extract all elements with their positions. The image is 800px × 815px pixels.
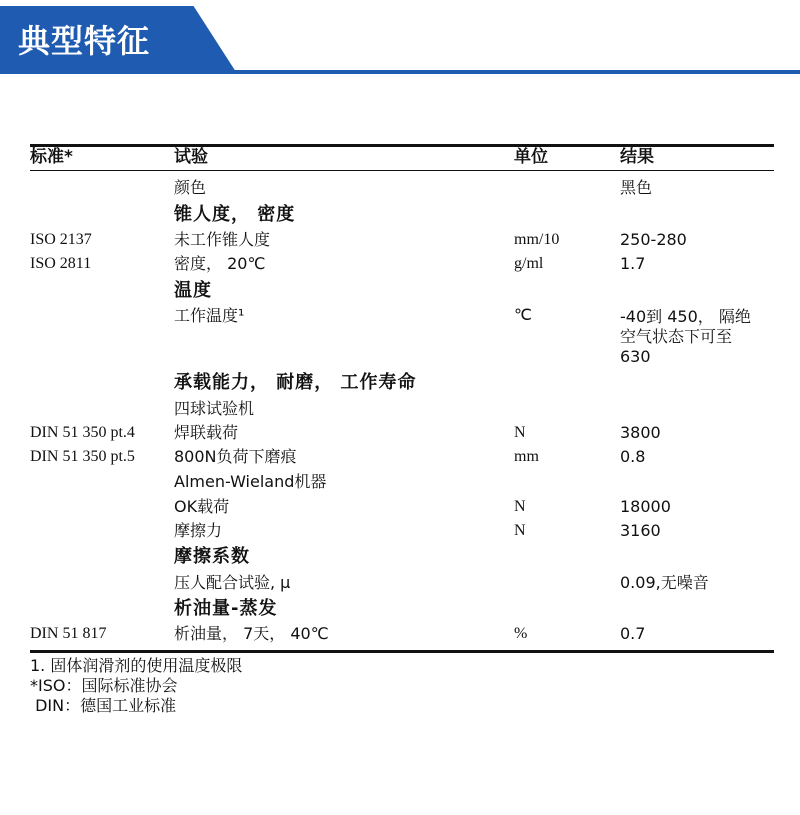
- cell-test: 密度， 20℃: [174, 254, 266, 273]
- cell-standard: ISO 2137: [30, 231, 92, 248]
- cell-standard: DIN 51 350 pt.5: [30, 448, 135, 465]
- cell-test: OK载荷: [174, 497, 230, 516]
- cell-result: 黑色: [620, 178, 653, 197]
- footnote-din: DIN：德国工业标准: [30, 696, 177, 715]
- cell-unit: %: [514, 625, 528, 642]
- cell-result: [620, 307, 774, 367]
- section-title: 析油量-蒸发: [174, 598, 278, 619]
- cell-result: 0.7: [620, 624, 646, 643]
- section-title: 摩擦系数: [174, 546, 250, 567]
- footnote-temperature: 1. 固体润滑剂的使用温度极限: [30, 656, 243, 675]
- header-unit: 单位: [514, 147, 548, 167]
- cell-test: 颜色: [174, 178, 207, 197]
- cell-result-line: 630: [620, 347, 651, 366]
- table-header-rule: [30, 170, 774, 171]
- footnotes: [30, 656, 242, 716]
- header-standard: 标准*: [30, 147, 73, 167]
- cell-result: 3160: [620, 521, 661, 540]
- cell-result: 1.7: [620, 254, 646, 273]
- header-result: 结果: [620, 147, 654, 167]
- cell-test: 摩擦力: [174, 521, 223, 540]
- section-title: 承载能力， 耐磨， 工作寿命: [174, 372, 417, 393]
- cell-result-line: 空气状态下可至: [620, 327, 733, 346]
- cell-unit: N: [514, 424, 526, 441]
- cell-test: 焊联载荷: [174, 423, 239, 442]
- cell-unit: g/ml: [514, 255, 544, 272]
- cell-test: 四球试验机: [174, 399, 255, 418]
- cell-standard: DIN 51 350 pt.4: [30, 424, 135, 441]
- cell-result: 0.09,无噪音: [620, 573, 709, 592]
- cell-unit: N: [514, 522, 526, 539]
- cell-unit: mm/10: [514, 231, 560, 248]
- cell-result: 250-280: [620, 230, 687, 249]
- page-title: 典型特征: [18, 22, 151, 60]
- header-test: 试验: [174, 147, 208, 167]
- header-banner: [0, 0, 800, 76]
- section-title: 锥人度， 密度: [174, 204, 296, 225]
- cell-unit: mm: [514, 448, 539, 465]
- table-bottom-rule: [30, 650, 774, 653]
- cell-result: 18000: [620, 497, 671, 516]
- cell-test: 未工作锥人度: [174, 230, 271, 249]
- footnote-iso: *ISO：国际标准协会: [30, 676, 178, 695]
- cell-unit: N: [514, 498, 526, 515]
- cell-unit: ℃: [514, 307, 532, 324]
- cell-result: 0.8: [620, 447, 646, 466]
- cell-test: 压人配合试验, μ: [174, 573, 291, 592]
- cell-standard: DIN 51 817: [30, 625, 107, 642]
- cell-test: 工作温度¹: [174, 306, 245, 325]
- banner-underline: [0, 70, 800, 74]
- cell-result-line: -40到 450， 隔绝: [620, 307, 751, 326]
- cell-test: 800N负荷下磨痕: [174, 447, 297, 466]
- cell-standard: ISO 2811: [30, 255, 92, 272]
- cell-test: 析油量， 7天， 40℃: [174, 624, 329, 643]
- section-title: 温度: [174, 280, 212, 301]
- cell-test: Almen-Wieland机器: [174, 472, 327, 491]
- cell-result: 3800: [620, 423, 661, 442]
